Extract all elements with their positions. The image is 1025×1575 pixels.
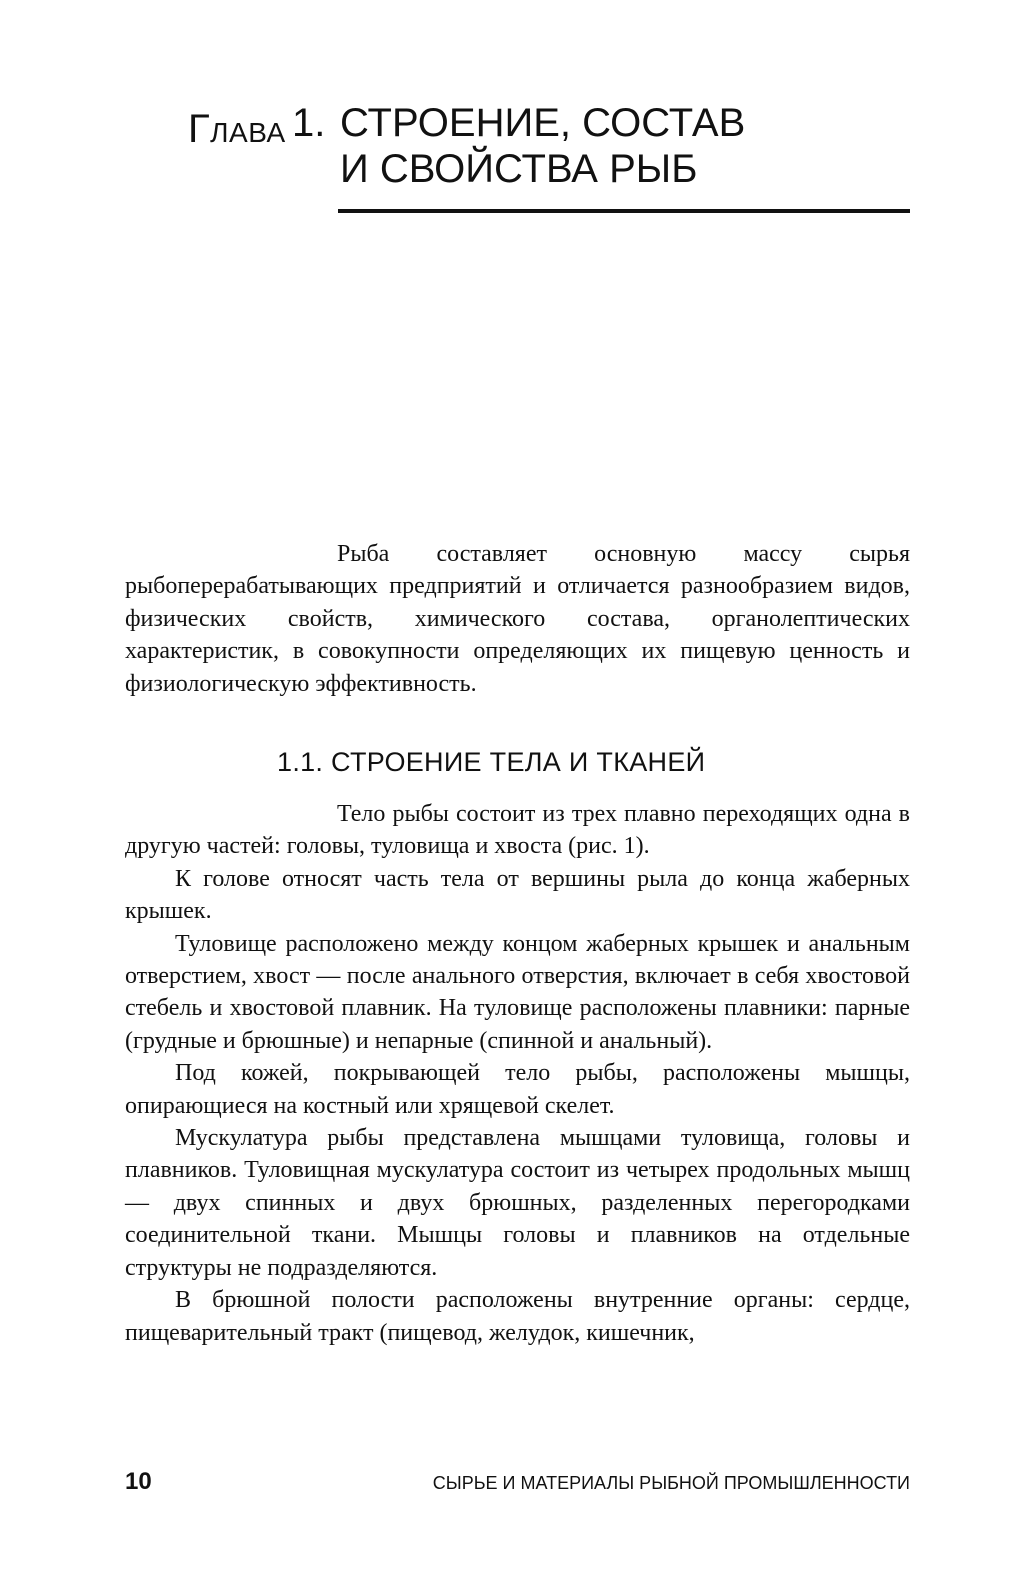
section-paragraph: Под кожей, покрывающей тело рыбы, расположены мышцы, опирающиеся на костный или хрящевой скелет. xyxy=(125,1060,910,1119)
chapter-title xyxy=(340,100,900,192)
section-paragraph: В брюшной полости расположены внутренние органы: сердце, пищеварительный тракт (пищевод, желудок, кишечник, xyxy=(125,1287,910,1346)
chapter-divider xyxy=(338,209,910,213)
section-paragraph: Тело рыбы состоит из трех плавно переходящих одна в другую частей: головы, туловища и хвоста (рис. 1). xyxy=(125,801,910,860)
intro-text xyxy=(125,538,910,700)
intro-paragraph: Рыба составляет основную массу сырья рыбоперерабатывающих предприятий и отличается разнообразием видов, физических свойств, химического состава, органолептических характеристик, в совокупности определяющих их пищевую ценность и физиологическую эффективность. xyxy=(125,541,910,697)
section-paragraph: К голове относят часть тела от вершины рыла до конца жаберных крышек. xyxy=(125,865,910,925)
section-paragraph: Туловище расположено между концом жаберных крышек и анальным отверстием, хвост — после анального отверстия, включает в себя хвостовой стебель и хвостовой плавник. На туловище расположены плавники: парные (грудные и брюшные) и непарные (спинной и анальный). xyxy=(125,930,910,1054)
chapter-label: Глава xyxy=(188,107,286,151)
running-title: СЫРЬЕ И МАТЕРИАЛЫ РЫБНОЙ ПРОМЫШЛЕННОСТИ xyxy=(432,1473,910,1493)
section-heading: 1.1. СТРОЕНИЕ ТЕЛА И ТКАНЕЙ xyxy=(277,747,706,777)
page-number: 10 xyxy=(125,1468,152,1495)
chapter-title-line-2: И СВОЙСТВА РЫБ xyxy=(340,147,698,191)
section-paragraph: Мускулатура рыбы представлена мышцами туловища, головы и плавников. Туловищная мускулатура состоит из четырех продольных мышц — двух спинных и двух брюшных, разделенных перегородками соединительной ткани. Мышцы головы и плавников на отдельные структуры не подразделяются. xyxy=(125,1125,910,1281)
chapter-title-line-1: СТРОЕНИЕ, СОСТАВ xyxy=(340,101,746,145)
section-body xyxy=(125,798,910,1349)
chapter-number: 1. xyxy=(292,101,326,145)
